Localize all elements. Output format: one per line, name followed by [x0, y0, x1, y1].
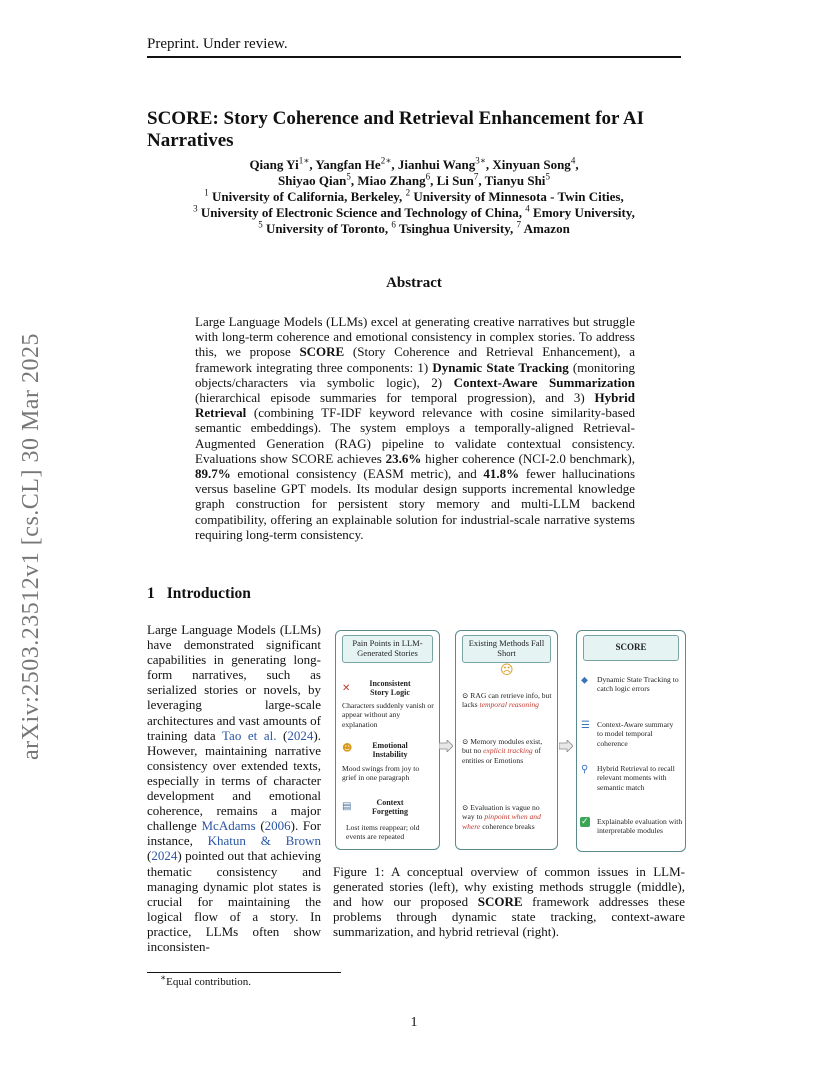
- affiliation-line-1: [147, 189, 681, 205]
- state-icon: ⬥: [581, 675, 588, 686]
- author-sup: 7: [473, 171, 479, 182]
- affil-sup: 6: [391, 219, 396, 230]
- pain-item-2: Emotional Instability: [372, 741, 408, 760]
- sad-face-icon: ☹: [500, 663, 514, 678]
- citation-link[interactable]: 2024: [151, 848, 178, 864]
- author-line-1: [147, 157, 681, 173]
- affiliation-line-2: [147, 205, 681, 221]
- affiliation: University of California, Berkeley,: [212, 189, 403, 204]
- author-name: ,: [575, 157, 579, 172]
- affiliation: University of Electronic Science and Technology of China,: [200, 205, 523, 220]
- citation-link[interactable]: Khatun & Brown: [207, 833, 321, 849]
- cross-icon: ✕: [342, 683, 351, 694]
- person-icon: ☻: [342, 743, 353, 754]
- author-name: , Jianhui Wang: [391, 157, 476, 172]
- score-item-4: Explainable evaluation with interpretable modules: [597, 817, 683, 836]
- introduction-body: Large Language Models (LLMs) have demonstrated significant capabilities in generating long-form narratives, such as serialized stories or novels, by leveraging large-scale architectures and vast amounts of training data Tao et al. (2024). However, maintaining narrative consistency over extended texts, especially in terms of character development and emotional coherence, remains a major challenge McAdams (2006). For instance, Khatun & Brown (2024) pointed out that achieving thematic consistency and managing dynamic plot states is crucial for maintaining the logical flow of a story. In practice, LLMs often show inconsisten-: [147, 622, 321, 954]
- panel-title: SCORE: [583, 635, 679, 661]
- book-icon: ▤: [342, 801, 352, 812]
- author-sup: 6: [425, 171, 431, 182]
- arxiv-identifier: arXiv:2503.23512v1 [cs.CL] 30 Mar 2025: [18, 333, 44, 760]
- author-sup: 5: [346, 171, 351, 182]
- summary-icon: ☰: [581, 720, 590, 731]
- author-name: Shiyao Qian: [278, 173, 347, 188]
- method-item-3: ⊙ Evaluation is vague no way to pinpoint when and where coherence breaks: [462, 803, 541, 831]
- method-item-1: ⊙ RAG can retrieve info, but lacks temporal reasoning: [462, 691, 552, 710]
- section-title: Introduction: [166, 585, 251, 602]
- figure-1: [335, 628, 685, 852]
- section-heading-introduction: [147, 585, 251, 603]
- affiliation: University of Minnesota - Twin Cities,: [413, 189, 624, 204]
- affiliation: University of Toronto,: [265, 221, 389, 236]
- abstract-body: Large Language Models (LLMs) excel at generating creative narratives but struggle with long-term coherence and emotional consistency in complex stories. To address this, we propose SCORE (Story Coherence and Retrieval Enhancement), a framework integrating three components: 1) Dynamic State Tracking (monitoring objects/characters via symbolic logic), 2) Context-Aware Summarization (hierarchical episode summaries for temporal progression), and 3) Hybrid Retrieval (combining TF-IDF keyword relevance with cosine similarity-based semantic embeddings). The system employs a temporally-aligned Retrieval-Augmented Generation (RAG) pipeline to validate contextual consistency. Evaluations show SCORE achieves 23.6% higher coherence (NCI-2.0 benchmark), 89.7% emotional consistency (EASM metric), and 41.8% fewer hallucinations versus baseline GPT models. Its modular design supports incremental knowledge graph construction for persistent story memory and multi-LLM backend compatibility, offering an explainable solution for industrial-scale narrative systems requiring long-term consistency.: [195, 314, 636, 542]
- footnote: [160, 972, 252, 988]
- paper-title: SCORE: Story Coherence and Retrieval Enhancement for AI Narratives: [147, 108, 644, 151]
- author-line-2: [147, 173, 681, 189]
- score-item-1: Dynamic State Tracking to catch logic errors: [597, 675, 679, 694]
- author-name: , Miao Zhang: [350, 173, 426, 188]
- author-sup: 3∗: [475, 155, 486, 166]
- author-sup: 2∗: [380, 155, 392, 166]
- header-rule: [147, 56, 681, 58]
- score-item-2: Context-Aware summary to model temporal coherence: [597, 720, 674, 748]
- citation-link[interactable]: 2006: [264, 818, 291, 834]
- affil-sup: 1: [204, 187, 209, 198]
- figure-panel-score: [576, 630, 686, 852]
- affil-sup: 3: [193, 203, 198, 214]
- pain-item-1: Inconsistent Story Logic: [369, 679, 411, 698]
- footnote-text: Equal contribution.: [166, 976, 252, 988]
- author-sup: 4: [570, 155, 576, 166]
- affiliation: Emory University,: [533, 205, 635, 220]
- page-number: 1: [410, 1015, 418, 1030]
- author-block: [147, 157, 681, 237]
- panel-title: Pain Points in LLM-Generated Stories: [342, 635, 433, 663]
- affil-sup: 5: [258, 219, 263, 230]
- figure-panel-pain-points: [335, 630, 440, 850]
- author-sup: 5: [545, 171, 550, 182]
- author-name: Qiang Yi: [249, 157, 299, 172]
- figure-caption: Figure 1: A conceptual overview of common issues in LLM-generated stories (left), why existing methods struggle (middle), and how our proposed SCORE framework addresses these problems through dynamic state tracking, context-aware summarization, and hybrid retrieval (right).: [333, 864, 685, 940]
- arrow-right-icon: [559, 740, 573, 752]
- footnote-mark: ∗: [160, 972, 167, 983]
- score-item-3: Hybrid Retrieval to recall relevant moments with semantic match: [597, 764, 675, 792]
- author-name: , Li Sun: [430, 173, 474, 188]
- author-name: , Yangfan He: [309, 157, 381, 172]
- affiliation: Tsinghua University,: [398, 221, 514, 236]
- affiliation-line-3: [147, 221, 681, 237]
- search-icon: ⚲: [581, 764, 589, 775]
- citation-link[interactable]: Tao et al.: [222, 727, 277, 743]
- pain-item-3-desc: Lost items reappear; old events are repeated: [346, 823, 420, 842]
- pain-item-1-desc: Characters suddenly vanish or appear without any explanation: [342, 701, 434, 729]
- figure-panel-existing-methods: [455, 630, 558, 850]
- panel-title: Existing Methods Fall Short: [462, 635, 551, 663]
- author-sup: 1∗: [298, 155, 310, 166]
- pain-item-3: Context Forgetting: [372, 798, 408, 817]
- running-header: Preprint. Under review.: [147, 36, 288, 52]
- method-item-2: ⊙ Memory modules exist, but no explicit tracking of entities or Emotions: [462, 737, 543, 765]
- arrow-right-icon: [439, 740, 453, 752]
- check-icon: ✓: [581, 817, 589, 827]
- citation-link[interactable]: 2024: [287, 727, 314, 743]
- pain-item-2-desc: Mood swings from joy to grief in one paragraph: [342, 764, 420, 783]
- author-name: , Xinyuan Song: [485, 157, 571, 172]
- affiliation: Amazon: [523, 221, 570, 236]
- affil-sup: 4: [525, 203, 530, 214]
- citation-link[interactable]: McAdams: [201, 818, 256, 834]
- affil-sup: 2: [405, 187, 411, 198]
- section-number: 1: [147, 585, 155, 602]
- affil-sup: 7: [516, 219, 522, 230]
- author-name: , Tianyu Shi: [478, 173, 546, 188]
- footnote-rule: [147, 972, 341, 973]
- abstract-heading: Abstract: [386, 275, 442, 291]
